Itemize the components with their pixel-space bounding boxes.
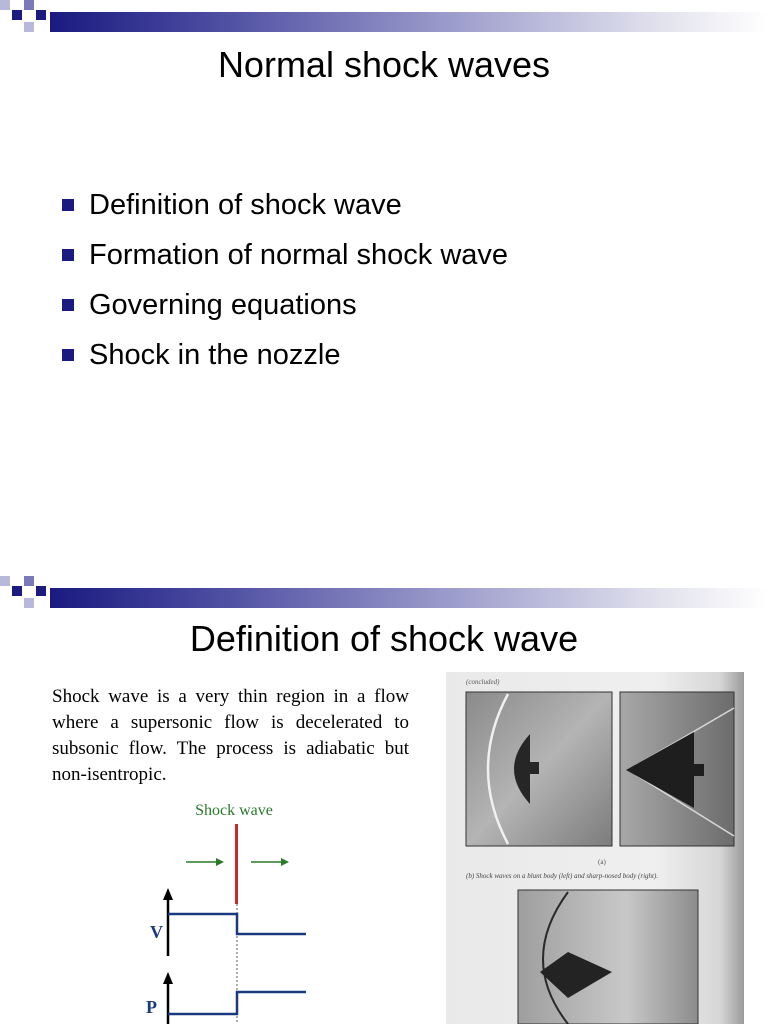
square-bullet-icon	[62, 299, 74, 311]
slide-title: Normal shock waves	[217, 44, 551, 85]
pressure-axis-arrow-icon	[163, 972, 173, 984]
decor-square	[24, 576, 34, 586]
decor-square	[12, 10, 22, 20]
shock-photograph-panel	[446, 672, 744, 1024]
bullet-text: Formation of normal shock wave	[89, 238, 509, 271]
bullet-text: Definition of shock wave	[89, 188, 402, 221]
velocity-label: V	[150, 922, 163, 942]
header-band	[50, 12, 768, 32]
decor-square	[24, 22, 34, 32]
photo-panel-label: (a)	[598, 858, 606, 866]
slide-title: Definition of shock wave	[189, 618, 579, 659]
decor-square	[24, 0, 34, 10]
shock-photographs	[446, 672, 744, 1024]
blunt-cone-photo	[518, 890, 698, 1024]
decor-square	[12, 586, 22, 596]
upstream-arrowhead-icon	[216, 858, 224, 866]
pressure-profile	[168, 992, 306, 1014]
shock-wave-label: Shock wave	[195, 802, 273, 819]
velocity-profile	[168, 914, 306, 934]
bullet-text: Shock in the nozzle	[89, 338, 341, 371]
bullet-item	[62, 230, 508, 280]
definition-text: Shock wave is a very thin region in a flow where a supersonic flow is decelerated to subsonic flow. The process is adiabatic but non-isentropic.	[52, 686, 409, 785]
shock-front-line	[235, 824, 238, 904]
decor-square	[24, 598, 34, 608]
square-bullet-icon	[62, 249, 74, 261]
downstream-arrowhead-icon	[281, 858, 289, 866]
sharp-body-sting	[694, 764, 704, 776]
decor-square	[0, 0, 10, 10]
pressure-label: P	[146, 997, 157, 1017]
bullet-list	[62, 180, 508, 380]
decor-square	[0, 576, 10, 586]
velocity-axis-arrow-icon	[163, 888, 173, 900]
bullet-item	[62, 330, 508, 380]
photo-header-text: (concluded)	[466, 678, 500, 686]
square-bullet-icon	[62, 349, 74, 361]
bullet-text: Governing equations	[89, 288, 357, 321]
decor-square	[36, 586, 46, 596]
square-bullet-icon	[62, 199, 74, 211]
slide-definition-of-shock-wave	[0, 576, 768, 1024]
bullet-item	[62, 280, 508, 330]
header-band	[50, 588, 768, 608]
bullet-item	[62, 180, 508, 230]
blunt-body-sting	[530, 762, 539, 774]
photo-caption: (b) Shock waves on a blunt body (left) and sharp-nosed body (right).	[466, 872, 659, 880]
shock-wave-diagram	[120, 796, 320, 1024]
decor-square	[36, 10, 46, 20]
